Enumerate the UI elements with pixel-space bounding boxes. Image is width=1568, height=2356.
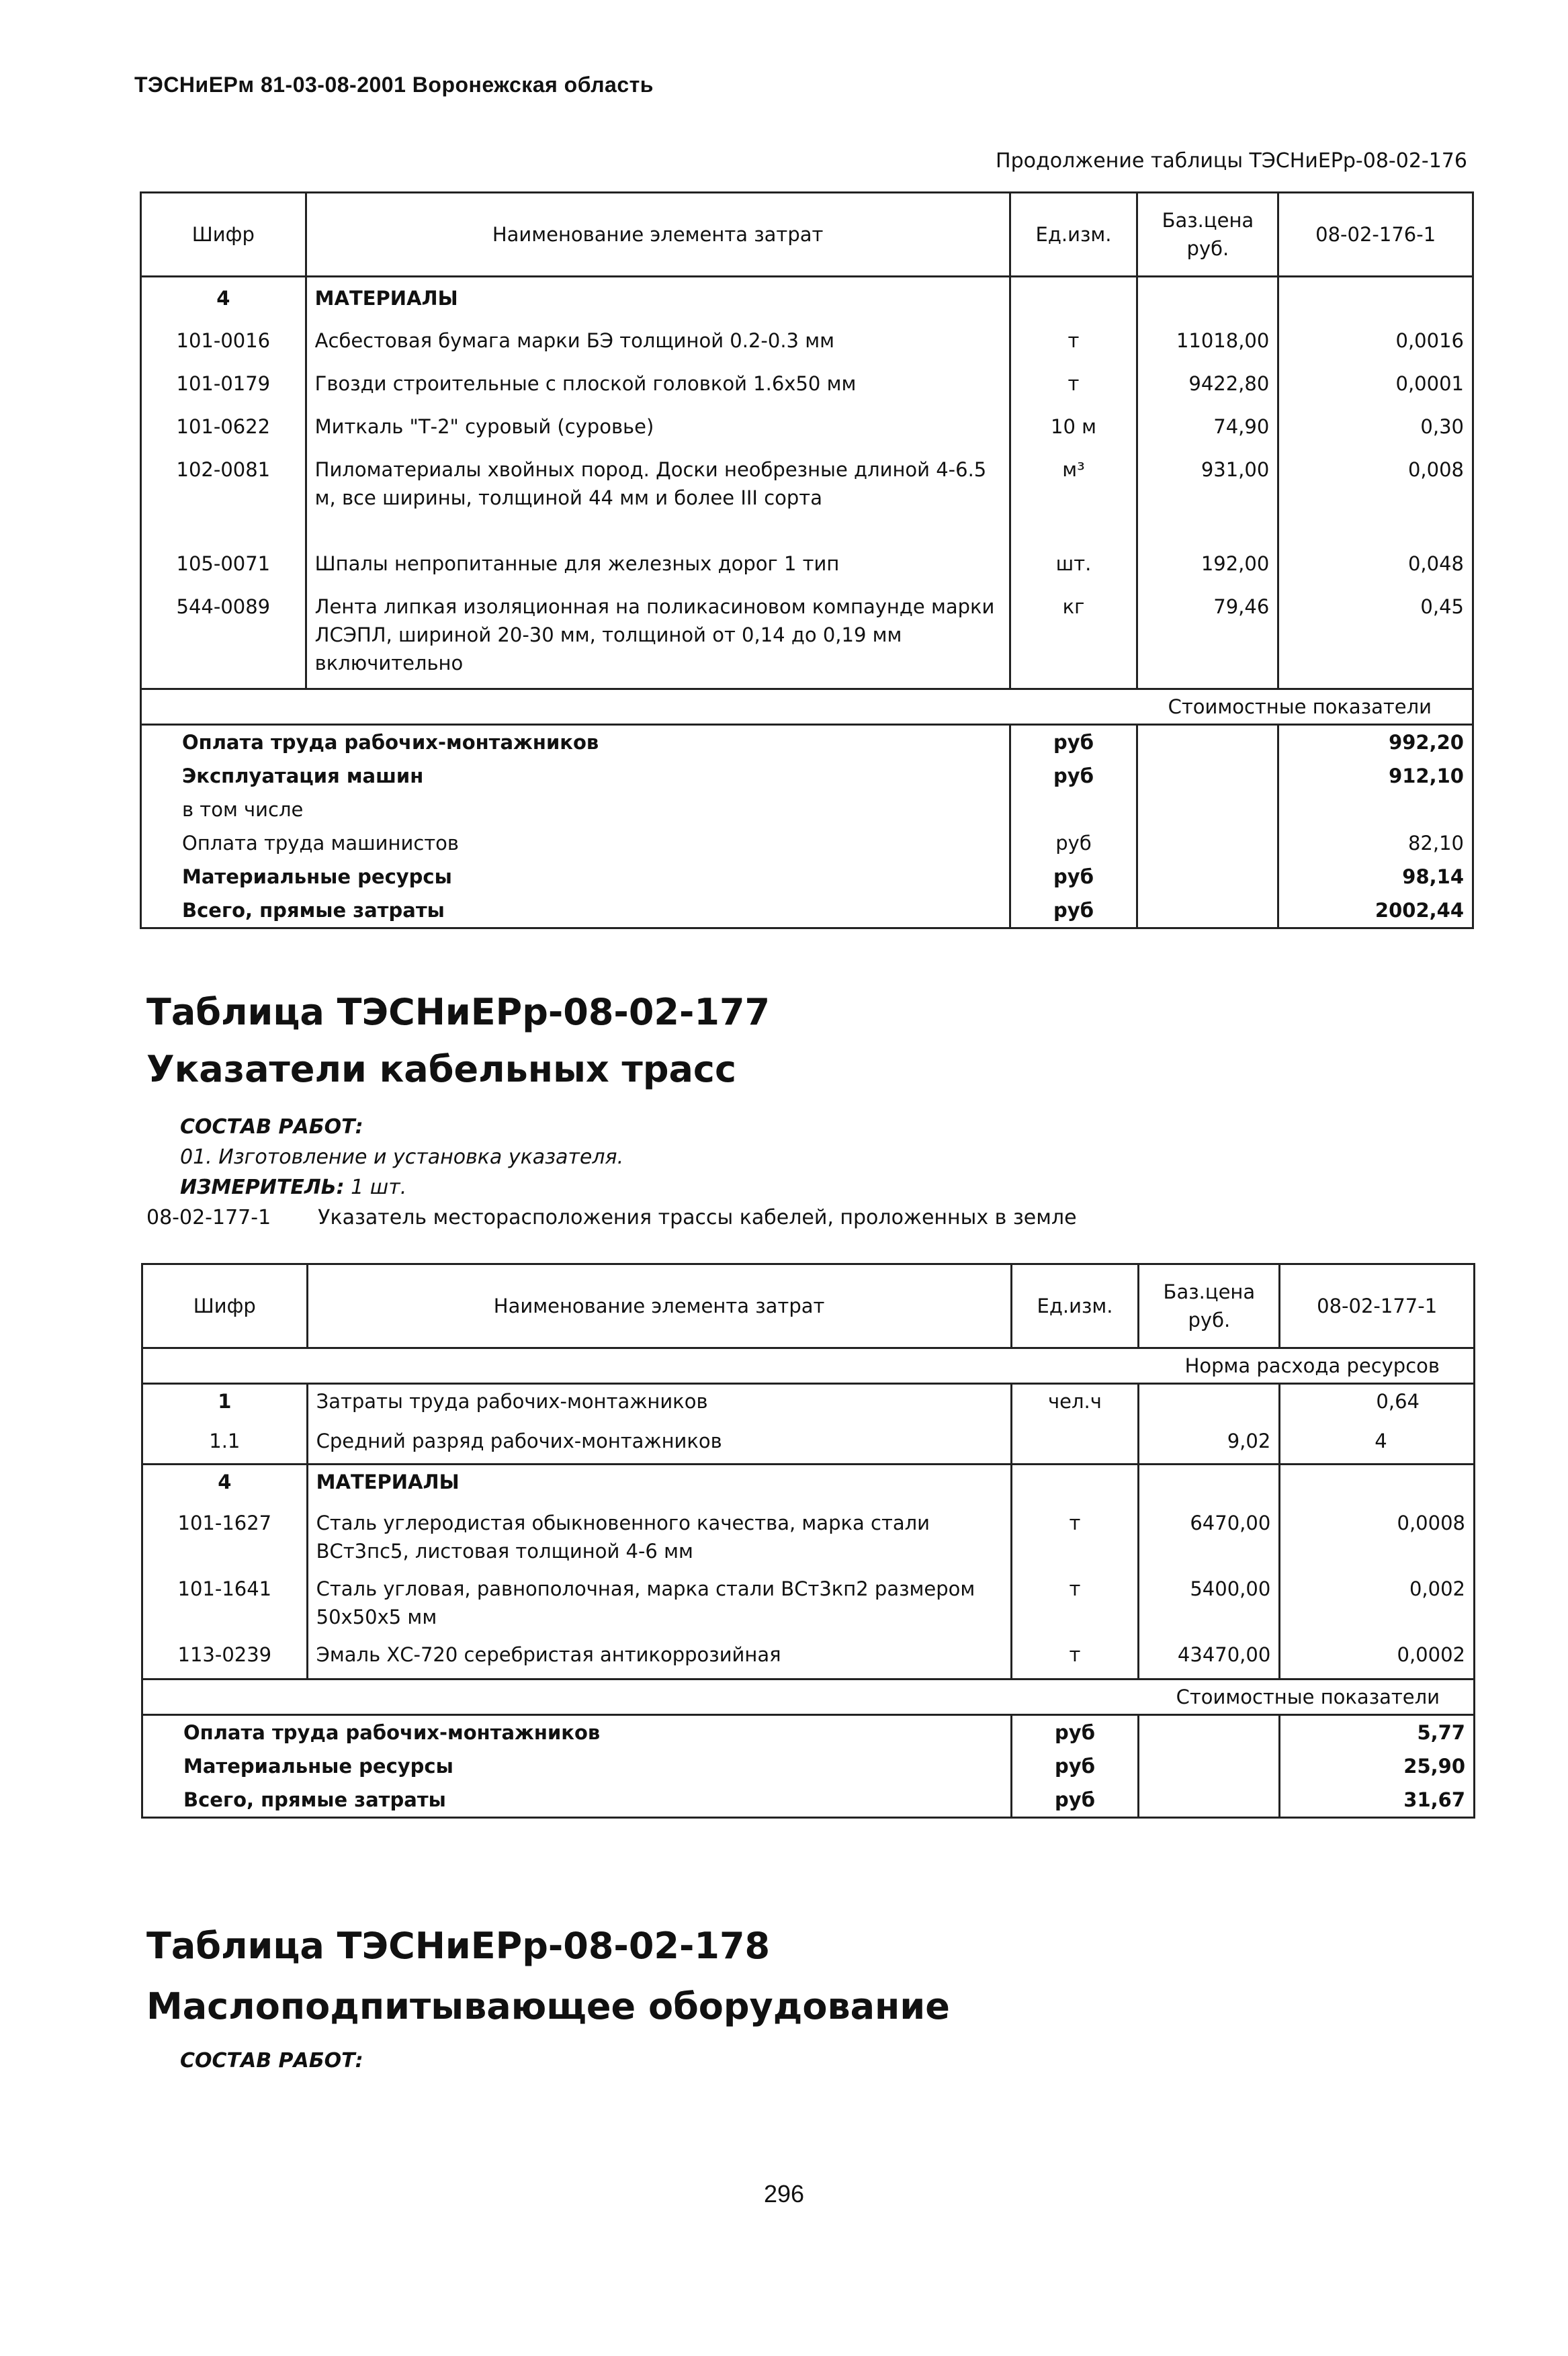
row-code: 1.1 xyxy=(209,1429,241,1452)
cost-row xyxy=(142,1749,1475,1783)
row-code: 101-1627 xyxy=(177,1511,272,1534)
cost-header: Стоимостные показатели xyxy=(141,689,1473,725)
cost-label: Оплата труда машинистов xyxy=(182,832,459,855)
row-price: 43470,00 xyxy=(1139,1638,1280,1679)
row-unit: чел.ч xyxy=(1011,1384,1139,1424)
table-177-subtitle: Указатели кабельных трасс xyxy=(146,1048,736,1090)
row-unit: кг xyxy=(1010,590,1137,689)
col-price-header: Баз.цена руб. xyxy=(1139,1264,1280,1348)
cost-unit: руб xyxy=(1010,893,1137,928)
row-name: Сталь угловая, равнополочная, марка стали ВСт3кп2 размером 50х50х5 мм xyxy=(307,1572,1011,1638)
cost-label: Материальные ресурсы xyxy=(182,865,452,889)
cost-row xyxy=(141,893,1473,928)
row-code: 544-0089 xyxy=(176,595,271,618)
table-row xyxy=(141,547,1473,590)
cost-unit: руб xyxy=(1011,1749,1139,1783)
table-row xyxy=(141,590,1473,689)
row-unit: т xyxy=(1010,324,1137,367)
section-num: 4 xyxy=(216,287,230,310)
table-177-title: Таблица ТЭСНиЕРр-08-02-177 xyxy=(146,991,771,1033)
cost-unit: руб xyxy=(1011,1783,1139,1818)
cost-value: 31,67 xyxy=(1280,1783,1475,1818)
row-value: 0,008 xyxy=(1278,453,1473,547)
cost-row xyxy=(141,826,1473,860)
row-value: 0,0002 xyxy=(1280,1638,1475,1679)
item-name: Указатель месторасположения трассы кабелей, проложенных в земле xyxy=(318,1206,1077,1229)
continuation-note: Продолжение таблицы ТЭСНиЕРр-08-02-176 xyxy=(996,149,1467,173)
row-name: Затраты труда рабочих-монтажников xyxy=(307,1384,1011,1424)
row-price: 931,00 xyxy=(1137,453,1278,547)
cost-label: Всего, прямые затраты xyxy=(183,1788,446,1812)
row-name: Пиломатериалы хвойных пород. Доски необрезные длиной 4-6.5 м, все ширины, толщиной 44 мм и более III сорта xyxy=(306,453,1010,547)
col-code-header: Шифр xyxy=(141,193,306,277)
page-header: ТЭСНиЕРм 81-03-08-2001 Воронежская область xyxy=(134,73,654,97)
cost-unit: руб xyxy=(1010,860,1137,893)
cost-row xyxy=(141,860,1473,893)
row-price: 74,90 xyxy=(1137,410,1278,453)
work-item: 01. Изготовление и установка указателя. xyxy=(180,1145,624,1169)
cost-header-row xyxy=(141,689,1473,725)
col-unit-header: Ед.изм. xyxy=(1010,193,1137,277)
row-name: Эмаль ХС-720 серебристая антикоррозийная xyxy=(307,1638,1011,1679)
table-header-row xyxy=(141,193,1473,277)
row-code: 105-0071 xyxy=(176,552,271,575)
cost-label: Эксплуатация машин xyxy=(182,765,424,788)
table-header-row xyxy=(142,1264,1475,1348)
section-label: МАТЕРИАЛЫ xyxy=(306,277,1010,324)
table-row xyxy=(142,1506,1475,1572)
item-code: 08-02-177-1 xyxy=(146,1206,271,1229)
cost-unit: руб xyxy=(1010,759,1137,793)
row-name: Асбестовая бумага марки БЭ толщиной 0.2-0.3 мм xyxy=(306,324,1010,367)
cost-row xyxy=(141,725,1473,760)
row-code: 102-0081 xyxy=(176,457,271,481)
col-unit-header: Ед.изм. xyxy=(1011,1264,1139,1348)
cost-unit: руб xyxy=(1010,826,1137,860)
cost-row xyxy=(142,1715,1475,1750)
section-row xyxy=(142,1465,1475,1506)
row-price: 11018,00 xyxy=(1137,324,1278,367)
table-176 xyxy=(140,191,1474,929)
section-row xyxy=(141,277,1473,324)
row-price: 192,00 xyxy=(1137,547,1278,590)
row-name: Шпалы непропитанные для железных дорог 1 тип xyxy=(306,547,1010,590)
cost-value: 82,10 xyxy=(1278,826,1473,860)
col-value-header: 08-02-177-1 xyxy=(1280,1264,1475,1348)
meter-label: ИЗМЕРИТЕЛЬ: xyxy=(180,1176,345,1199)
col-value-header: 08-02-176-1 xyxy=(1278,193,1473,277)
col-price-header: Баз.цена руб. xyxy=(1137,193,1278,277)
row-value: 0,0008 xyxy=(1280,1506,1475,1572)
row-value: 0,30 xyxy=(1278,410,1473,453)
row-name: Лента липкая изоляционная на поликасиновом компаунде марки ЛСЭПЛ, шириной 20-30 мм, толщиной от 0,14 до 0,19 мм включительно xyxy=(306,590,1010,689)
col-code-header: Шифр xyxy=(142,1264,308,1348)
col-name-header: Наименование элемента затрат xyxy=(306,193,1010,277)
norm-header-row xyxy=(142,1348,1475,1384)
row-name: Сталь углеродистая обыкновенного качества, марка стали ВСт3пс5, листовая толщиной 4-6 мм xyxy=(307,1506,1011,1572)
row-code: 1 xyxy=(218,1390,232,1413)
cost-row xyxy=(141,759,1473,793)
row-price xyxy=(1139,1384,1280,1424)
page-number: 296 xyxy=(763,2180,805,2208)
cost-value: 992,20 xyxy=(1278,725,1473,760)
cost-unit xyxy=(1010,793,1137,826)
row-name: Средний разряд рабочих-монтажников xyxy=(307,1424,1011,1465)
cost-label: Оплата труда рабочих-монтажников xyxy=(182,731,599,754)
cost-value: 98,14 xyxy=(1278,860,1473,893)
cost-value xyxy=(1278,793,1473,826)
cost-label: Всего, прямые затраты xyxy=(182,899,445,922)
work-composition-label: СОСТАВ РАБОТ: xyxy=(180,1115,363,1139)
meter xyxy=(180,1176,406,1199)
table-row xyxy=(142,1424,1475,1465)
row-unit: т xyxy=(1011,1572,1139,1638)
row-unit: шт. xyxy=(1010,547,1137,590)
row-value: 0,048 xyxy=(1278,547,1473,590)
cost-value: 5,77 xyxy=(1280,1715,1475,1750)
cost-label: Оплата труда рабочих-монтажников xyxy=(183,1721,601,1745)
cost-unit: руб xyxy=(1010,725,1137,760)
row-unit: м³ xyxy=(1010,453,1137,547)
row-unit: т xyxy=(1010,367,1137,410)
cost-header-row xyxy=(142,1679,1475,1715)
cost-value: 25,90 xyxy=(1280,1749,1475,1783)
table-178-subtitle: Маслоподпитывающее оборудование xyxy=(146,1985,950,2027)
row-value: 0,0016 xyxy=(1278,324,1473,367)
row-price: 9422,80 xyxy=(1137,367,1278,410)
cost-value: 912,10 xyxy=(1278,759,1473,793)
table-177 xyxy=(141,1263,1475,1819)
cost-row xyxy=(141,793,1473,826)
row-value: 0,002 xyxy=(1280,1572,1475,1638)
section-num: 4 xyxy=(142,1465,308,1506)
row-unit: 10 м xyxy=(1010,410,1137,453)
item-line xyxy=(146,1206,1077,1229)
row-value: 0,0001 xyxy=(1278,367,1473,410)
row-price: 79,46 xyxy=(1137,590,1278,689)
row-value: 0,64 xyxy=(1280,1384,1475,1424)
table-row xyxy=(141,324,1473,367)
col-name-header: Наименование элемента затрат xyxy=(307,1264,1011,1348)
table-row xyxy=(141,453,1473,547)
table-row xyxy=(141,367,1473,410)
row-price: 6470,00 xyxy=(1139,1506,1280,1572)
row-code: 101-0016 xyxy=(176,329,271,352)
meter-value: 1 шт. xyxy=(351,1176,407,1199)
row-unit: т xyxy=(1011,1506,1139,1572)
row-value: 4 xyxy=(1280,1424,1475,1465)
cost-unit: руб xyxy=(1011,1715,1139,1750)
row-unit xyxy=(1011,1424,1139,1465)
table-row xyxy=(142,1638,1475,1679)
section-label: МАТЕРИАЛЫ xyxy=(307,1465,1011,1506)
row-code: 101-1641 xyxy=(177,1577,272,1600)
row-value: 0,45 xyxy=(1278,590,1473,689)
work-composition-label: СОСТАВ РАБОТ: xyxy=(180,2049,363,2073)
table-row xyxy=(142,1384,1475,1424)
row-code: 101-0179 xyxy=(176,372,271,395)
cost-label: Материальные ресурсы xyxy=(183,1755,453,1778)
norm-header: Норма расхода ресурсов xyxy=(142,1348,1475,1384)
cost-row xyxy=(142,1783,1475,1818)
row-name: Миткаль "Т-2" суровый (суровье) xyxy=(306,410,1010,453)
cost-value: 2002,44 xyxy=(1278,893,1473,928)
row-code: 101-0622 xyxy=(176,415,271,438)
row-price: 5400,00 xyxy=(1139,1572,1280,1638)
cost-header: Стоимостные показатели xyxy=(142,1679,1475,1715)
row-code: 113-0239 xyxy=(177,1643,272,1666)
table-row xyxy=(142,1572,1475,1638)
row-name: Гвозди строительные с плоской головкой 1.6х50 мм xyxy=(306,367,1010,410)
row-price: 9,02 xyxy=(1139,1424,1280,1465)
table-row xyxy=(141,410,1473,453)
row-unit: т xyxy=(1011,1638,1139,1679)
cost-label: в том числе xyxy=(182,798,304,822)
table-178-title: Таблица ТЭСНиЕРр-08-02-178 xyxy=(146,1925,771,1967)
